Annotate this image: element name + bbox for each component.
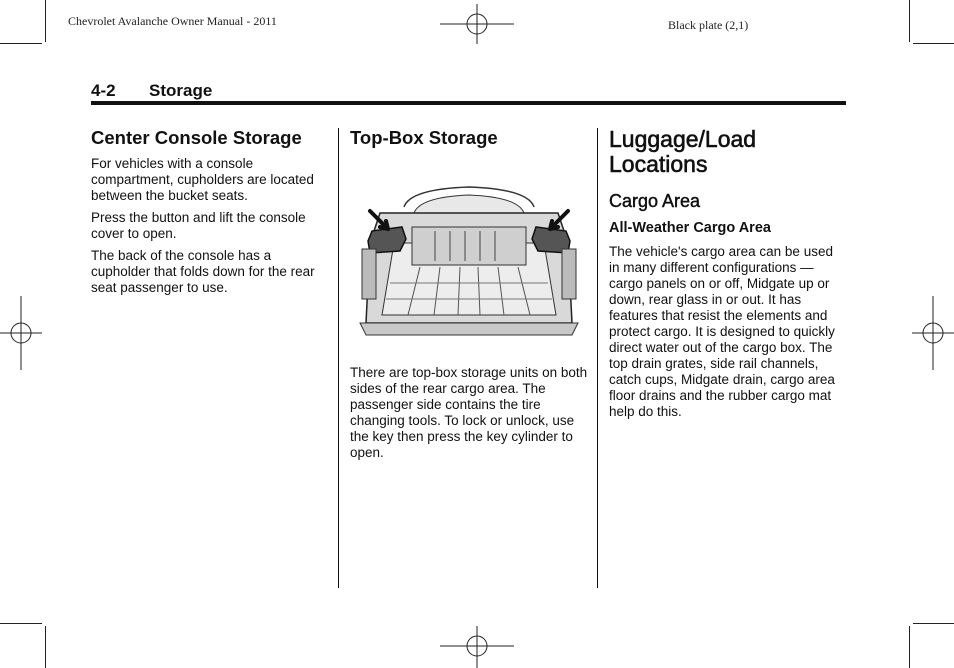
paragraph: The back of the console has a cupholder that folds down for the rear seat passenger to use. [91, 248, 315, 295]
paragraph: There are top-box storage units on both sides of the rear cargo area. The passenger side contains the tire changing tools. To lock or unlock, use the key then press the key cylinder to open. [350, 365, 588, 460]
registration-mark-icon [440, 4, 514, 44]
crop-mark [0, 43, 42, 44]
luggage-heading-line2: Locations [609, 151, 708, 177]
registration-mark-icon [440, 626, 514, 668]
luggage-heading-line1: Luggage/Load [609, 126, 757, 152]
column-divider [597, 128, 598, 588]
crop-mark [909, 626, 910, 668]
registration-mark-icon [912, 296, 954, 370]
paragraph: For vehicles with a console compartment, cupholders are located between the bucket seats. [91, 156, 314, 203]
page-number: 4-2 [91, 81, 116, 100]
cargo-area-heading: Cargo Area [609, 191, 701, 211]
plate-info: Black plate (2,1) [668, 18, 749, 32]
section-title: Storage [149, 81, 213, 100]
right-column [609, 127, 847, 420]
top-box-heading: Top-Box Storage [350, 127, 498, 148]
left-column [91, 127, 331, 296]
crop-mark [913, 43, 954, 44]
middle-column-text [350, 365, 590, 461]
crop-mark [913, 623, 954, 624]
crop-mark [45, 0, 46, 42]
center-console-heading: Center Console Storage [91, 127, 302, 148]
crop-mark [909, 0, 910, 42]
crop-mark [45, 626, 46, 668]
paragraph: The vehicle's cargo area can be used in many different configurations — cargo panels on or off, Midgate up or down, rear glass in or out. It has features that resist the elements and protect cargo. It is designed to quickly direct water out of the cargo box. The top drain grates, side rail channels, catch cups, Midgate drain, cargo area floor drains and the rubber cargo mat help do this. [609, 244, 835, 419]
manual-title: Chevrolet Avalanche Owner Manual - 2011 [68, 14, 277, 28]
all-weather-heading: All-Weather Cargo Area [609, 220, 771, 236]
header-rule [91, 101, 846, 105]
truck-bed-top-box-illustration [350, 183, 588, 341]
column-divider [338, 128, 339, 588]
section-header [91, 81, 212, 101]
paragraph: Press the button and lift the console cover to open. [91, 210, 306, 241]
crop-mark [0, 623, 42, 624]
registration-mark-icon [0, 296, 42, 370]
middle-column [350, 127, 590, 149]
